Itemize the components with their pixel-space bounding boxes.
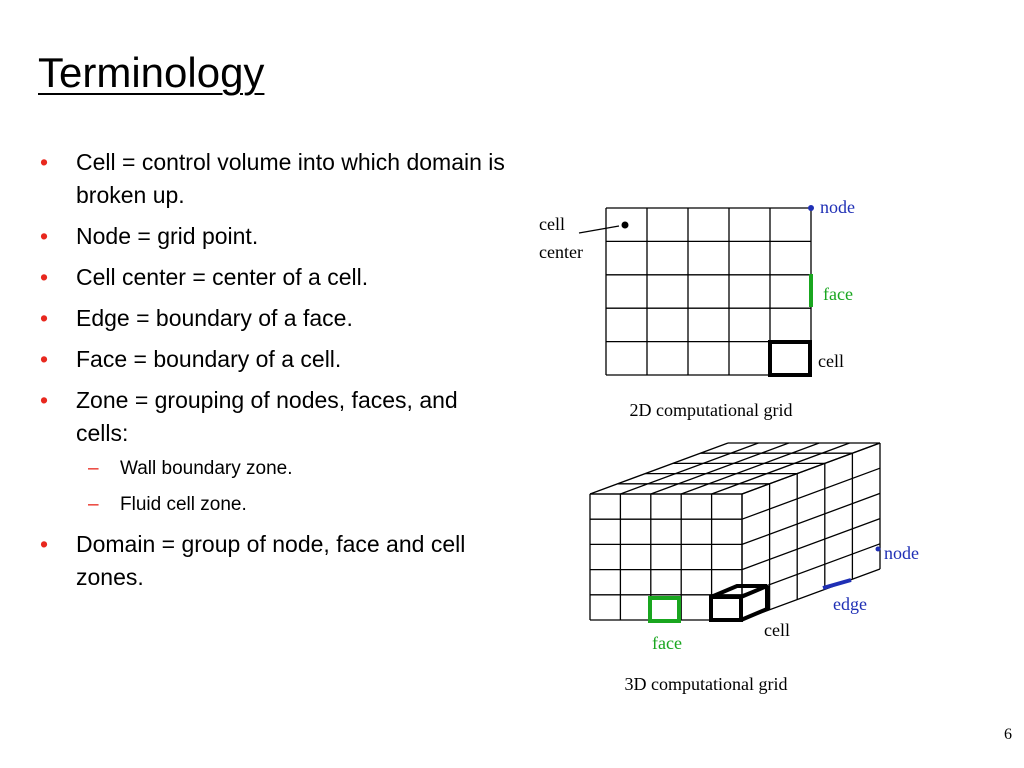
grid-line	[681, 443, 819, 494]
edge-3d-marker	[823, 580, 851, 588]
page-number: 6	[1004, 726, 1012, 743]
grid-2d	[606, 208, 811, 375]
label-node-3d: node	[884, 543, 919, 563]
cell-center-dot	[622, 222, 629, 229]
bullet-marker: •	[40, 264, 49, 290]
bullet-marker: •	[40, 223, 49, 249]
cell-center-leader	[579, 226, 619, 233]
bullet-text: Zone = grouping of nodes, faces, and cells:	[76, 387, 458, 446]
bullet-marker: •	[40, 346, 49, 372]
bullet-marker: •	[40, 149, 49, 175]
bullet-text: Edge = boundary of a face.	[76, 305, 353, 331]
grid-line	[590, 443, 728, 494]
slide-title: Terminology	[38, 49, 265, 96]
label-cell-2d: cell	[818, 351, 844, 371]
label-face-3d: face	[652, 633, 682, 653]
label-edge-3d: edge	[833, 594, 867, 614]
label-cell-center-line2: center	[539, 242, 583, 262]
sub-bullet-marker: –	[88, 494, 99, 515]
label-cell-center-line1: cell	[539, 214, 565, 234]
grid-line	[712, 443, 850, 494]
bullet-marker: •	[40, 305, 49, 331]
node-2d-dot	[808, 205, 814, 211]
label-node-2d: node	[820, 197, 855, 217]
node-3d-dot	[876, 547, 881, 552]
sub-bullet-text: Fluid cell zone.	[120, 494, 247, 515]
grid-line	[620, 443, 758, 494]
grid-line	[651, 443, 789, 494]
bullet-marker: •	[40, 531, 49, 557]
caption-3d: 3D computational grid	[624, 674, 788, 694]
bullet-text: Node = grid point.	[76, 223, 259, 249]
cell-3d-marker	[711, 586, 767, 620]
label-face-2d: face	[823, 284, 853, 304]
bullet-text: Face = boundary of a cell.	[76, 346, 342, 372]
grid-line	[742, 519, 880, 570]
sub-bullet-text: Wall boundary zone.	[120, 458, 293, 479]
cell-2d-marker	[770, 342, 810, 375]
bullet-marker: •	[40, 387, 49, 413]
bullet-text: Domain = group of node, face and cell zones.	[76, 531, 466, 590]
grid-line	[742, 493, 880, 544]
bullet-text: Cell center = center of a cell.	[76, 264, 369, 290]
face-3d-marker	[650, 598, 679, 621]
bullet-text: Cell = control volume into which domain is broken up.	[76, 149, 505, 208]
label-cell-3d: cell	[764, 620, 790, 640]
sub-bullet-marker: –	[88, 458, 99, 479]
grid-line	[742, 443, 880, 494]
grid-line	[742, 468, 880, 519]
caption-2d: 2D computational grid	[629, 400, 793, 420]
